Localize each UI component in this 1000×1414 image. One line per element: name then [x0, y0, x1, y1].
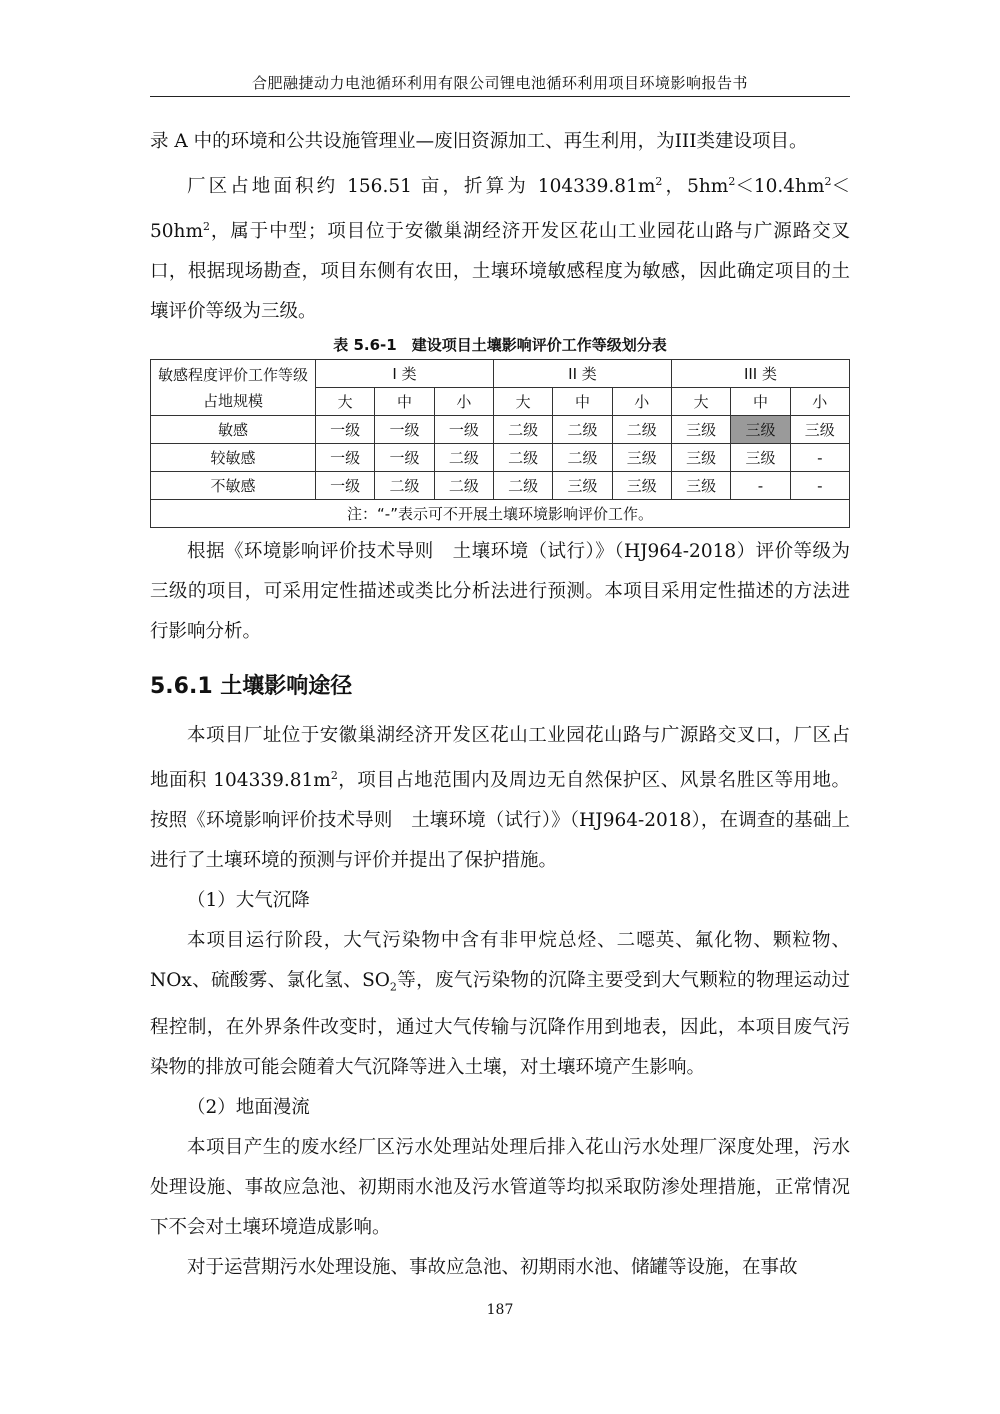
table-cell: 二级: [553, 444, 612, 472]
table-cell: 三级: [671, 472, 730, 500]
page-header: 合肥融捷动力电池循环利用有限公司锂电池循环利用项目环境影响报告书: [251, 74, 748, 92]
row-label: 不敏感: [151, 472, 316, 500]
size-header: 中: [553, 388, 612, 416]
table-cell: 三级: [790, 416, 849, 444]
table-cell: 一级: [434, 416, 493, 444]
section-heading: 5.6.1 土壤影响途径: [150, 674, 353, 700]
paragraph-section-4: 对于运营期污水处理设施、事故应急池、初期雨水池、储罐等设施，在事故: [187, 1257, 798, 1279]
table-corner-header: 敏感程度评价工作等级占地规模: [151, 360, 316, 416]
row-label: 较敏感: [151, 444, 316, 472]
table-cell: 二级: [612, 416, 671, 444]
table-cell: 二级: [493, 444, 552, 472]
table-cell: 三级: [612, 472, 671, 500]
table-cell: 二级: [434, 472, 493, 500]
page-number: 187: [486, 1302, 514, 1318]
paragraph-after-table: 根据《环境影响评价技术导则 土壤环境（试行）》（HJ964-2018）评价等级为三级的项目，可采用定性描述或类比分析法进行预测。本项目采用定性描述的方法进行影响分析。: [150, 541, 850, 643]
size-header: 小: [434, 388, 493, 416]
subheading-atmospheric-deposition: （1）大气沉降: [187, 890, 310, 912]
paragraph-intro-2: 厂区占地面积约 156.51 亩，折算为 $104339.81m^2$，$5hm^2<10.4hm^2<50hm^2$，属于中型；项目位于安徽巢湖经济开发区花山工业园花山路与广源路交叉口，根据现场勘查，项目东侧有农田，土壤环境敏感程度为敏感，因此确定项目的土壤评价等级为三级。: [150, 175, 850, 323]
table-cell: 一级: [316, 472, 375, 500]
header-rule: [150, 96, 850, 97]
size-header: 中: [731, 388, 790, 416]
table-cell: 二级: [493, 472, 552, 500]
subheading-surface-runoff: （2）地面漫流: [187, 1097, 310, 1119]
group-header: III 类: [671, 360, 849, 388]
group-header: II 类: [493, 360, 671, 388]
table-row: [151, 472, 850, 500]
table-cell: -: [731, 472, 790, 500]
table-cell: 二级: [434, 444, 493, 472]
table-cell: 三级: [731, 444, 790, 472]
group-header: I 类: [316, 360, 494, 388]
table-cell: 二级: [553, 416, 612, 444]
table-note: 注：“-”表示可不开展土壤环境影响评价工作。: [151, 500, 850, 528]
table-cell: 一级: [316, 444, 375, 472]
row-label: 敏感: [151, 416, 316, 444]
table-cell: -: [790, 444, 849, 472]
table-cell: -: [790, 472, 849, 500]
size-header: 大: [671, 388, 730, 416]
table-cell: 二级: [493, 416, 552, 444]
size-header: 大: [316, 388, 375, 416]
table-row: [151, 444, 850, 472]
table-cell: 一级: [375, 416, 434, 444]
table-cell: 二级: [375, 472, 434, 500]
page-content: [150, 122, 850, 1288]
table-cell: 三级: [553, 472, 612, 500]
size-header: 中: [375, 388, 434, 416]
table-row: [151, 416, 850, 444]
paragraph-section-3: 本项目产生的废水经厂区污水处理站处理后排入花山污水处理厂深度处理，污水处理设施、事故应急池、初期雨水池及污水管道等均拟采取防渗处理措施，正常情况下不会对土壤环境造成影响。: [150, 1137, 850, 1239]
table-cell: 三级: [612, 444, 671, 472]
table-cell: 一级: [375, 444, 434, 472]
paragraph-intro-1: 录 A 中的环境和公共设施管理业—废旧资源加工、再生利用，为III类建设项目。: [150, 131, 808, 152]
size-header: 小: [612, 388, 671, 416]
paragraph-section-1: 本项目厂址位于安徽巢湖经济开发区花山工业园花山路与广源路交叉口，厂区占地面积 $104339.81m^2$，项目占地范围内及周边无自然保护区、风景名胜区等用地。按照《环境影响评价技术导则 土壤环境（试行）》（HJ964-2018），在调查的基础上进行了土壤环境的预测与评价并提出了保护措施。: [150, 725, 850, 872]
size-header: 大: [493, 388, 552, 416]
table-caption: 表 5.6-1 建设项目土壤影响评价工作等级划分表: [333, 336, 667, 355]
table-cell: 三级: [671, 444, 730, 472]
size-header: 小: [790, 388, 849, 416]
grade-table: [150, 359, 850, 528]
table-cell: 三级: [671, 416, 730, 444]
table-cell: 一级: [316, 416, 375, 444]
table-cell-highlighted: 三级: [731, 416, 790, 444]
paragraph-section-2: 本项目运行阶段，大气污染物中含有非甲烷总烃、二噁英、氟化物、颗粒物、NOx、硫酸雾、氯化氢、$SO_2$等，废气污染物的沉降主要受到大气颗粒的物理运动过程控制，在外界条件改变时，通过大气传输与沉降作用到地表，因此，本项目废气污染物的排放可能会随着大气沉降等进入土壤，对土壤环境产生影响。: [150, 930, 850, 1079]
